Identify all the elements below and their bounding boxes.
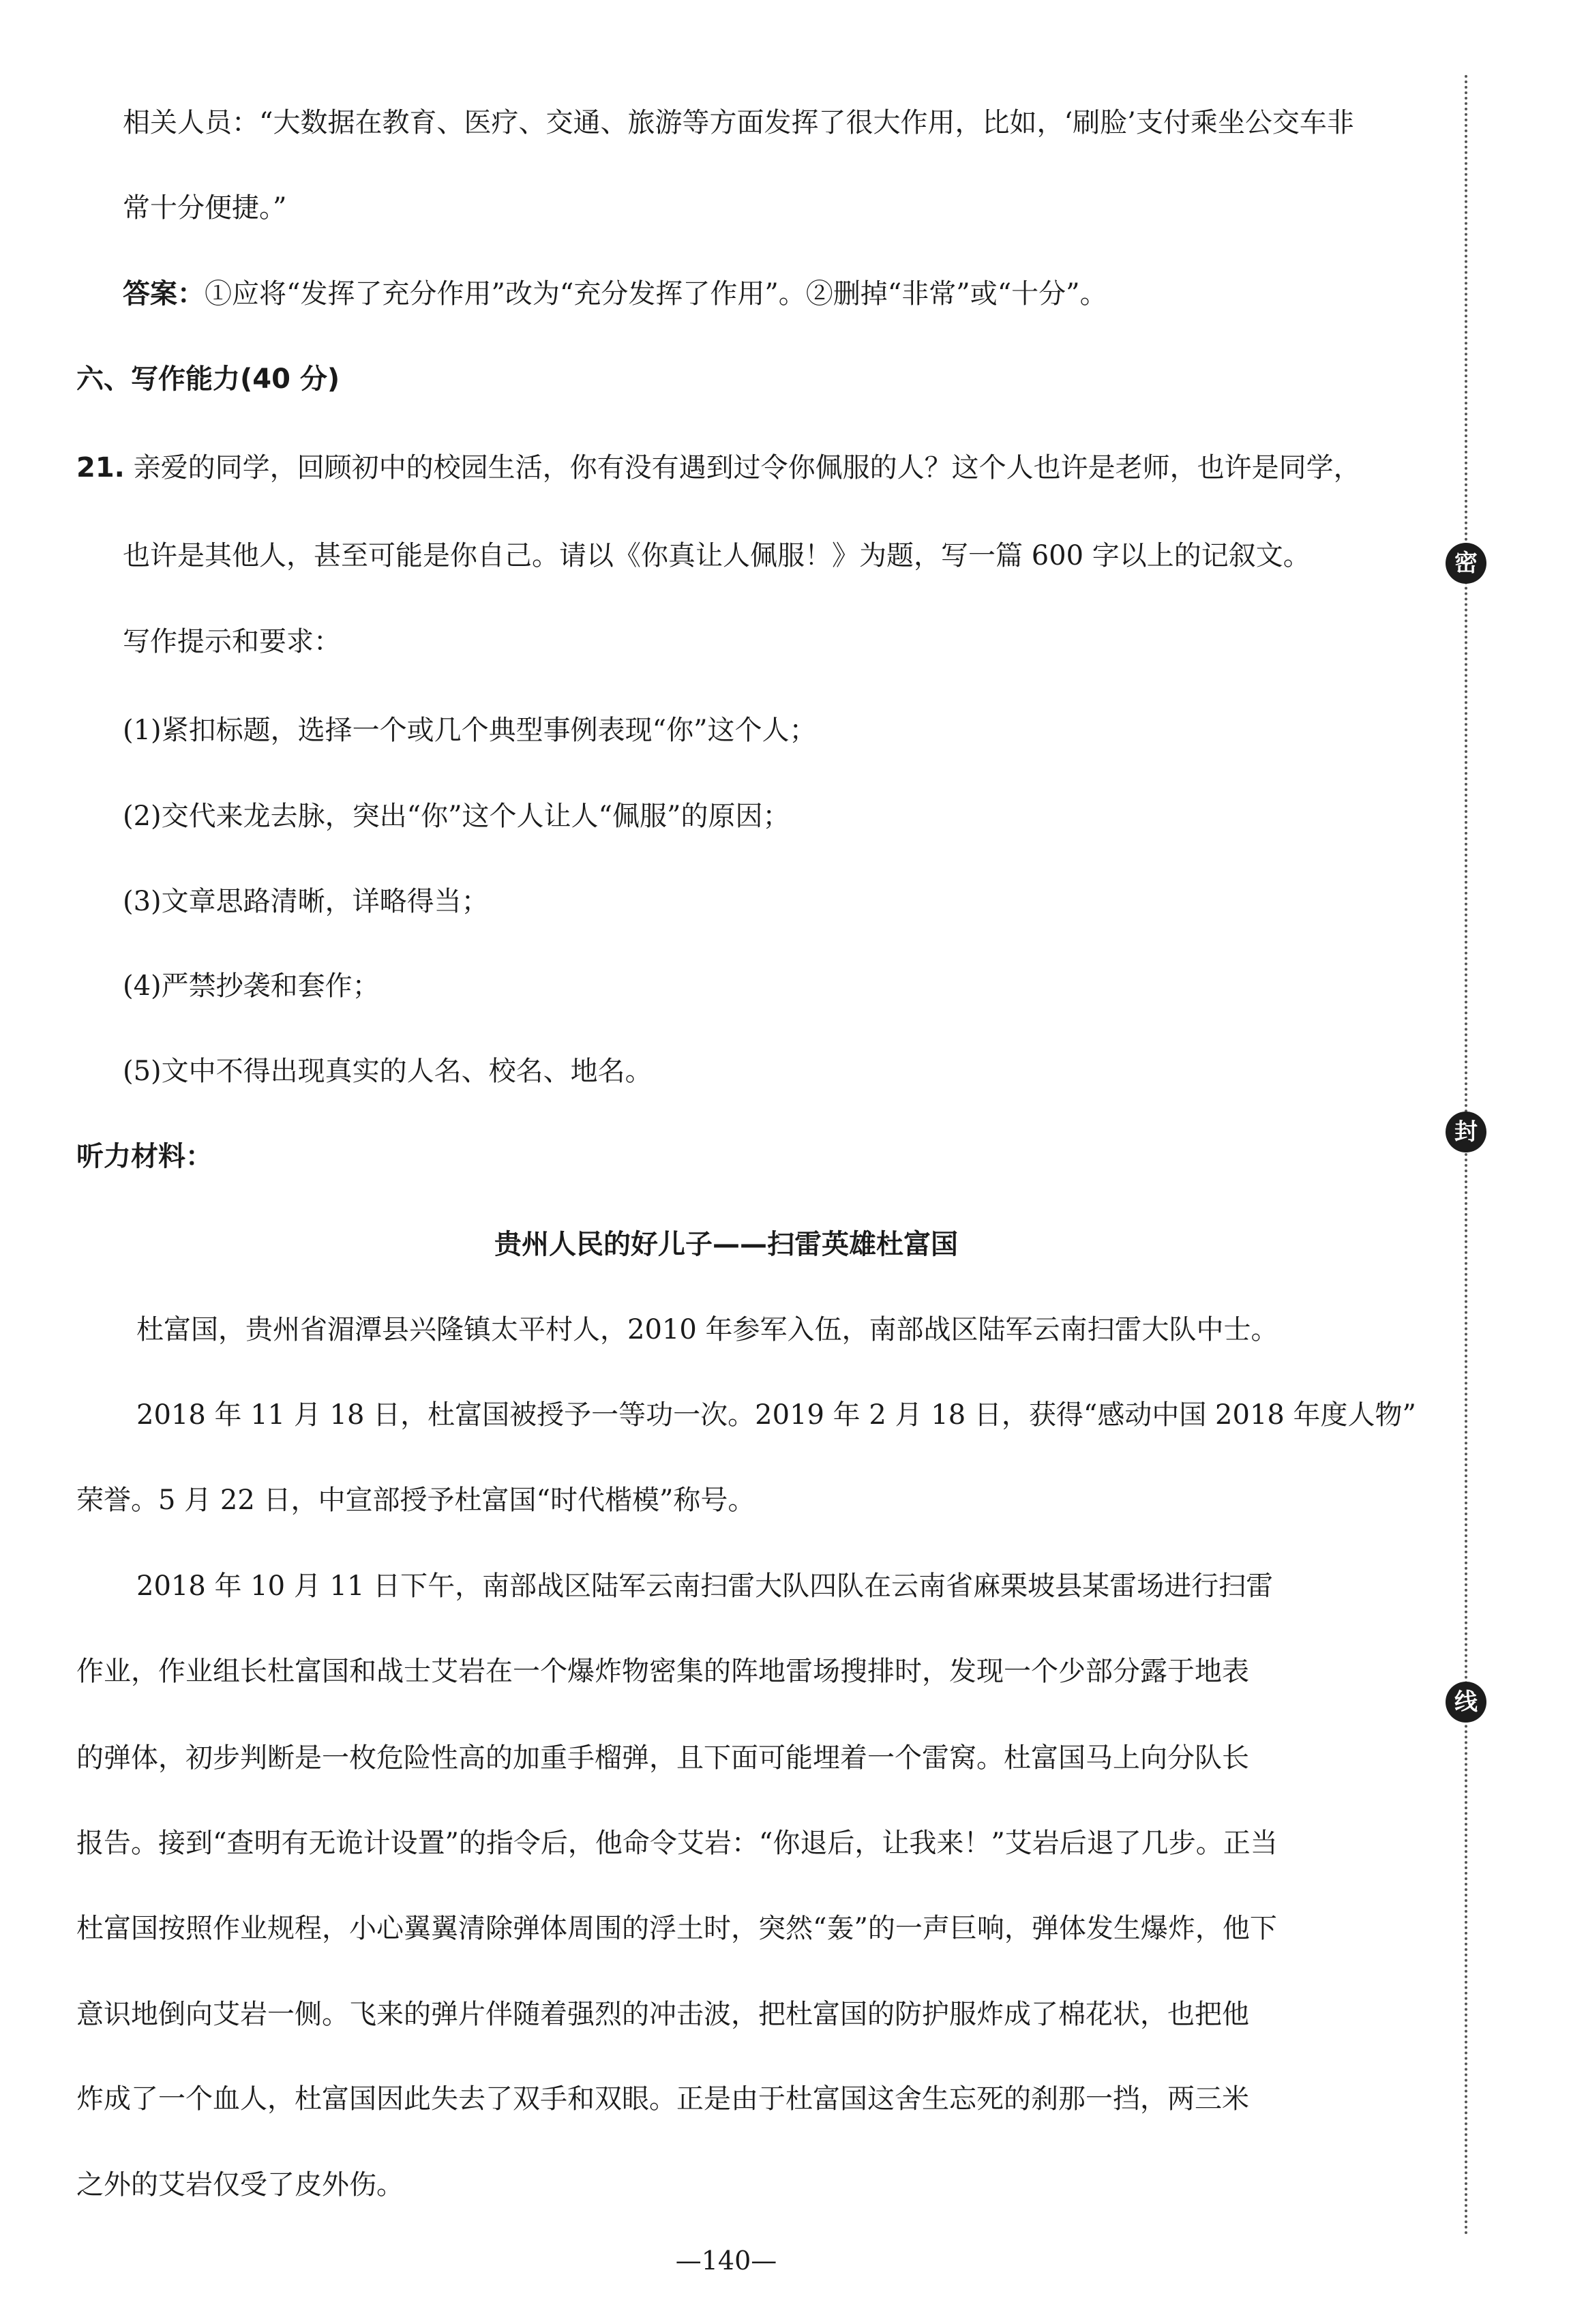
text-line-2: 常十分便捷。”: [123, 192, 287, 224]
article-line-2: 2018 年 11 月 18 日，杜富国被授予一等功一次。2019 年 2 月 18 日，获得“感动中国 2018 年度人物”: [136, 1399, 1417, 1431]
article-line-9: 意识地倒向艾岩一侧。飞来的弹片伴随着强烈的冲击波，把杜富国的防护服炸成了棉花状，也把他: [76, 1999, 1249, 2030]
seal-mark-xian: 线: [1446, 1682, 1486, 1723]
seal-mark-mi: 密: [1446, 543, 1486, 584]
question-21-line-1: [76, 449, 1361, 487]
article-line-3: 荣誉。5 月 22 日，中宣部授予杜富国“时代楷模”称号。: [76, 1485, 755, 1516]
writing-tip-1: (1)紧扣标题，选择一个或几个典型事例表现“你”这个人；: [123, 715, 817, 746]
section-heading-writing: 六、写作能力(40 分): [76, 363, 340, 395]
writing-tip-2: (2)交代来龙去脉，突出“你”这个人让人“佩服”的原因；: [123, 801, 790, 832]
article-title: 贵州人民的好儿子——扫雷英雄杜富国: [494, 1229, 958, 1260]
article-line-8: 杜富国按照作业规程，小心翼翼清除弹体周围的浮土时，突然“轰”的一声巨响，弹体发生爆炸，他下: [76, 1913, 1277, 1944]
article-line-11: 之外的艾岩仅受了皮外伤。: [76, 2169, 404, 2201]
question-21-line-2: 也许是其他人，甚至可能是你自己。请以《你真让人佩服！》为题，写一篇 600 字以上的记叙文。: [123, 540, 1311, 571]
article-line-1: 杜富国，贵州省湄潭县兴隆镇太平村人，2010 年参军入伍，南部战区陆军云南扫雷大队中士。: [136, 1314, 1278, 1345]
article-line-5: 作业，作业组长杜富国和战士艾岩在一个爆炸物密集的阵地雷场搜排时，发现一个少部分露于地表: [76, 1656, 1249, 1687]
question-text: 亲爱的同学，回顾初中的校园生活，你有没有遇到过令你佩服的人？这个人也许是老师，也许是同学，: [133, 452, 1361, 483]
seal-mark-feng: 封: [1446, 1112, 1486, 1152]
question-number: 21.: [76, 452, 125, 483]
answer-line: [123, 275, 1107, 313]
answer-text: ①应将“发挥了充分作用”改为“充分发挥了作用”。②删掉“非常”或“十分”。: [205, 278, 1107, 310]
article-line-10: 炸成了一个血人，杜富国因此失去了双手和双眼。正是由于杜富国这舍生忘死的刹那一挡，两三米: [76, 2083, 1249, 2115]
writing-tip-5: (5)文中不得出现真实的人名、校名、地名。: [123, 1056, 653, 1087]
article-line-4: 2018 年 10 月 11 日下午，南部战区陆军云南扫雷大队四队在云南省麻栗坡县某雷场进行扫雷: [136, 1570, 1274, 1602]
text-line-1: 相关人员：“大数据在教育、医疗、交通、旅游等方面发挥了很大作用，比如，‘刷脸’支付乘坐公交车非: [123, 107, 1354, 138]
answer-label: 答案：: [123, 278, 205, 310]
listening-material-heading: 听力材料：: [76, 1141, 213, 1172]
writing-tip-4: (4)严禁抄袭和套作；: [123, 970, 380, 1002]
article-line-6: 的弹体，初步判断是一枚危险性高的加重手榴弹，且下面可能埋着一个雷窝。杜富国马上向分队长: [76, 1742, 1249, 1774]
writing-tip-3: (3)文章思路清晰，详略得当；: [123, 886, 489, 917]
page-number: —140—: [675, 2246, 777, 2276]
binding-dotted-line: [1465, 75, 1467, 2237]
article-line-7: 报告。接到“查明有无诡计设置”的指令后，他命令艾岩：“你退后，让我来！”艾岩后退了几步。正当: [76, 1828, 1278, 1859]
writing-tips-heading: 写作提示和要求：: [123, 626, 341, 657]
